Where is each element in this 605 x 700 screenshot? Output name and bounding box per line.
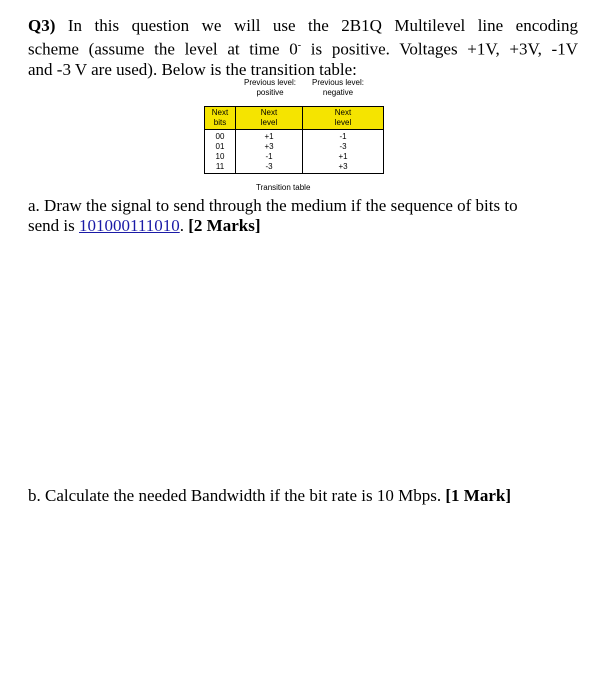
part-a-period: . (179, 216, 184, 235)
intro-text-2b: is positive. Voltages +1V, +3V, -1V (301, 39, 578, 59)
intro-line-2 (28, 36, 578, 60)
part-b (28, 486, 578, 506)
part-a-line-1: a. Draw the signal to send through the medium if the sequence of bits to (28, 196, 518, 215)
table-body-row (205, 130, 384, 174)
header-negative-line1: Previous level: (311, 78, 365, 87)
header-positive-line2: positive (256, 88, 284, 97)
transition-table (204, 106, 384, 174)
bit-sequence-link[interactable]: 101000111010 (79, 216, 180, 235)
question-number: Q3) (28, 16, 56, 35)
col-header-next-bits: Next bits (205, 107, 236, 130)
part-b-marks: [1 Mark] (445, 486, 511, 505)
header-positive-line1: Previous level: (243, 78, 297, 87)
intro-text-1: In this question we will use the 2B1Q Multilevel line encoding (67, 16, 578, 35)
table-header-row (205, 107, 384, 130)
part-a-line-2 (28, 216, 578, 236)
bits-cell: 00 01 10 11 (205, 130, 236, 174)
part-a-marks: [2 Marks] (188, 216, 261, 235)
superscript-minus: - (297, 40, 302, 51)
question-intro (28, 16, 578, 80)
intro-line-1 (28, 16, 578, 36)
negative-levels-cell: -1 -3 +1 +3 (303, 130, 384, 174)
header-negative-line2: negative (322, 88, 354, 97)
header-previous-negative (308, 78, 368, 98)
positive-levels-cell: +1 +3 -1 -3 (236, 130, 303, 174)
table-caption: Transition table (256, 183, 311, 192)
part-b-text: b. Calculate the needed Bandwidth if the bit rate is 10 Mbps. (28, 486, 442, 505)
col-header-next-level-negative: Next level (303, 107, 384, 130)
part-a-prefix: send is (28, 216, 79, 235)
intro-text-2: scheme (assume the level at time 0 (28, 39, 298, 59)
col-header-next-level-positive: Next level (236, 107, 303, 130)
part-a (28, 196, 578, 236)
intro-line-3: and -3 V are used). Below is the transition table: (28, 59, 357, 79)
header-previous-positive (240, 78, 300, 98)
